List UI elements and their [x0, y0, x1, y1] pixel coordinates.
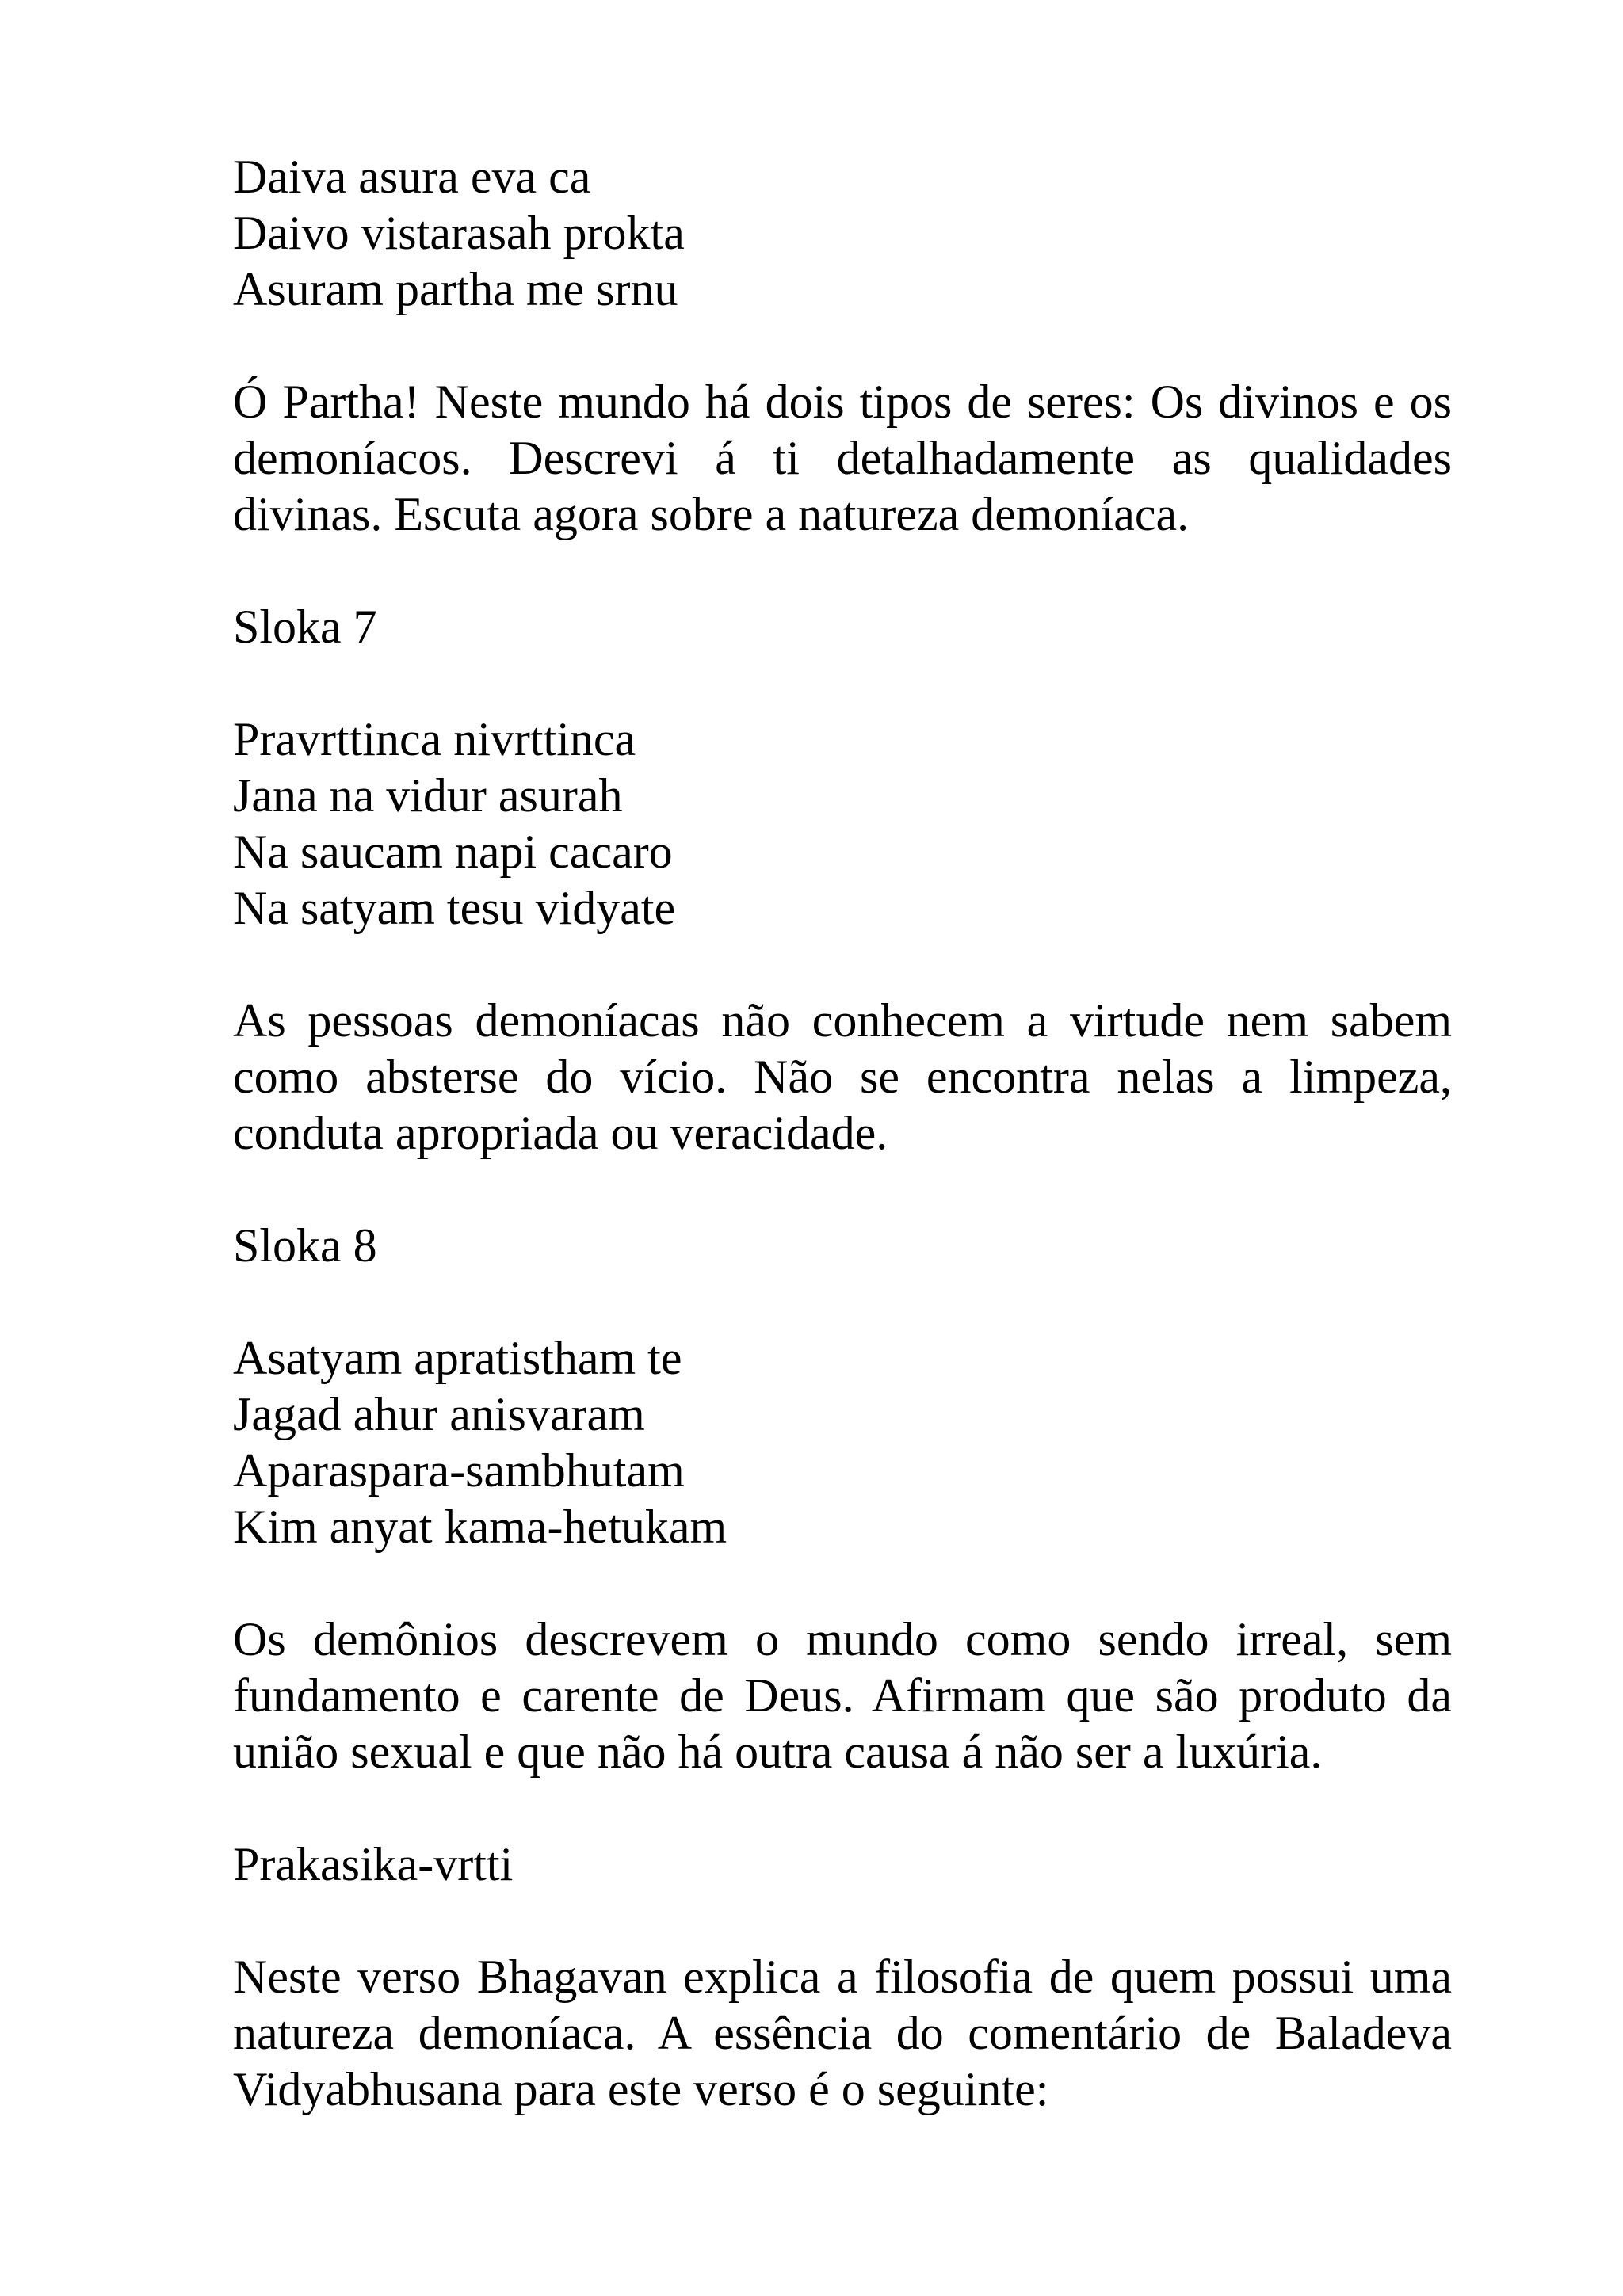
translation-paragraph: Ó Partha! Neste mundo há dois tipos de seres: Os divinos e os demoníacos. Descrevi á ti detalhadamente as qualidades divinas. Escuta agora sobre a natureza demoníaca.: [233, 376, 1452, 540]
verse-line: Jana na vidur asurah: [233, 769, 623, 822]
commentary-paragraph: Neste verso Bhagavan explica a filosofia de quem possui uma natureza demoníaca. A essência do comentário de Baladeva Vidyabhusana para este verso é o seguinte:: [233, 1951, 1452, 2115]
verse-line: Jagad ahur anisvaram: [233, 1388, 645, 1440]
verse-line: Asuram partha me srnu: [233, 263, 678, 315]
document-page: [233, 149, 1452, 2118]
verse-line: Daiva asura eva ca: [233, 151, 591, 203]
commentary-heading: Prakasika-vrtti: [233, 1838, 514, 1890]
verse-line: Asatyam apratistham te: [233, 1332, 682, 1384]
translation-paragraph: Os demônios descrevem o mundo como sendo irreal, sem fundamento e carente de Deus. Afirmam que são produto da união sexual e que não há outra causa á não ser a luxúria.: [233, 1613, 1452, 1778]
verse-line: Na saucam napi cacaro: [233, 826, 673, 878]
verse-line: Pravrttinca nivrttinca: [233, 713, 636, 765]
sloka-heading: Sloka 7: [233, 601, 377, 653]
verse-6: [233, 149, 1452, 318]
verse-line: Daivo vistarasah prokta: [233, 207, 685, 259]
sloka-heading: Sloka 8: [233, 1219, 377, 1272]
verse-7: [233, 711, 1452, 936]
verse-8: [233, 1330, 1452, 1555]
verse-line: Kim anyat kama-hetukam: [233, 1501, 727, 1553]
verse-line: Na satyam tesu vidyate: [233, 882, 676, 934]
verse-line: Aparaspara-sambhutam: [233, 1444, 685, 1497]
translation-paragraph: As pessoas demoníacas não conhecem a virtude nem sabem como absterse do vício. Não se encontra nelas a limpeza, conduta apropriada ou veracidade.: [233, 994, 1452, 1159]
